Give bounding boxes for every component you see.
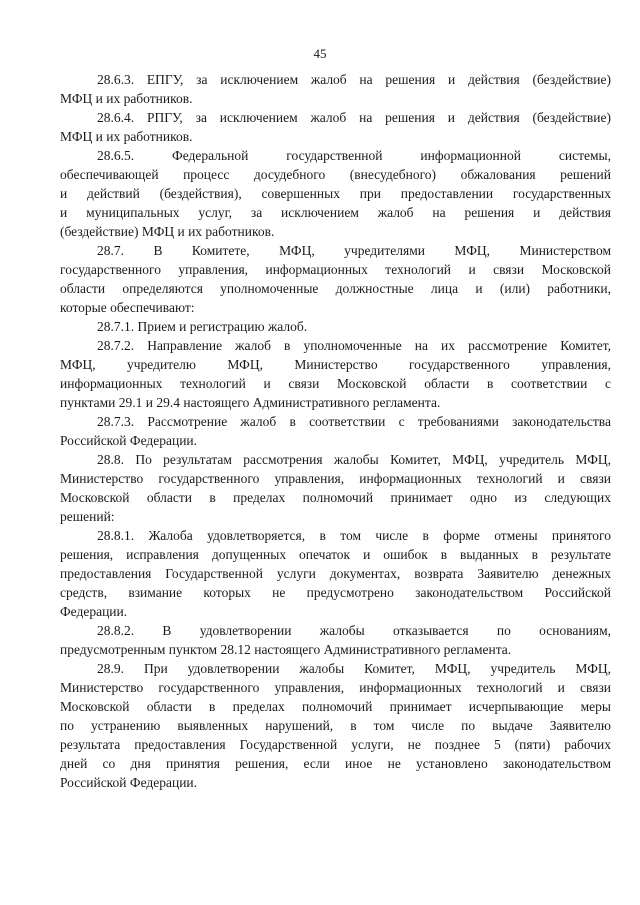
- paragraph-line: предоставления Государственной услуги документах, возврата Заявителю денежных: [60, 566, 611, 581]
- paragraph-line: Российской Федерации.: [60, 433, 198, 448]
- paragraph: [60, 241, 611, 317]
- paragraph: [60, 70, 611, 108]
- paragraph-line: по устранению выявленных нарушений, в том числе по выдаче Заявителю: [60, 718, 611, 733]
- paragraph: [60, 450, 611, 526]
- paragraph-line: результата предоставления Государственной услуги, не позднее 5 (пяти) рабочих: [60, 737, 611, 752]
- paragraph-line: 28.7.3. Рассмотрение жалоб в соответствии с требованиями законодательства: [97, 414, 611, 429]
- paragraph-line: решения, исправления допущенных опечаток и ошибок в выданных в результате: [60, 547, 611, 562]
- paragraph-line: решений:: [60, 509, 115, 524]
- paragraph-line: которые обеспечивают:: [60, 300, 195, 315]
- paragraph-line: Московской области в пределах полномочий принимает одно из следующих: [60, 490, 611, 505]
- paragraph-line: и действий (бездействия), совершенных при предоставлении государственных: [60, 186, 611, 201]
- paragraph-line: МФЦ и их работников.: [60, 91, 193, 106]
- paragraph: [60, 108, 611, 146]
- paragraph-line: Министерство государственного управления, информационных технологий и связи: [60, 471, 611, 486]
- paragraph-line: области определяются уполномоченные должностные лица и (или) работники,: [60, 281, 611, 296]
- paragraph-line: 28.9. При удовлетворении жалобы Комитет, МФЦ, учредитель МФЦ,: [97, 661, 611, 676]
- paragraph: [60, 621, 611, 659]
- paragraph-line: предусмотренным пунктом 28.12 настоящего Административного регламента.: [60, 642, 512, 657]
- paragraph-line: обеспечивающей процесс досудебного (внесудебного) обжалования решений: [60, 167, 611, 182]
- paragraph-line: информационных технологий и связи Московской области в соответствии с: [60, 376, 611, 391]
- paragraph-line: МФЦ и их работников.: [60, 129, 193, 144]
- paragraph-line: 28.6.4. РПГУ, за исключением жалоб на решения и действия (бездействие): [97, 110, 611, 125]
- paragraph-line: 28.6.5. Федеральной государственной информационной системы,: [97, 148, 611, 163]
- paragraph-line: дней со дня принятия решения, если иное не установлено законодательством: [60, 756, 611, 771]
- paragraph-line: Федерации.: [60, 604, 128, 619]
- paragraph-line: 28.8. По результатам рассмотрения жалобы Комитет, МФЦ, учредитель МФЦ,: [97, 452, 611, 467]
- paragraph: [60, 336, 611, 412]
- paragraph-line: Российской Федерации.: [60, 775, 198, 790]
- paragraph: [60, 317, 611, 336]
- page-number: 45: [313, 46, 327, 61]
- paragraph-line: государственного управления, информационных технологий и связи Московской: [60, 262, 611, 277]
- paragraph-line: 28.7.1. Прием и регистрацию жалоб.: [97, 319, 308, 334]
- document-body: [60, 70, 611, 792]
- paragraph: [60, 526, 611, 621]
- paragraph: [60, 146, 611, 241]
- paragraph-line: 28.8.1. Жалоба удовлетворяется, в том числе в форме отмены принятого: [97, 528, 611, 543]
- paragraph: [60, 412, 611, 450]
- paragraph-line: 28.8.2. В удовлетворении жалобы отказывается по основаниям,: [97, 623, 611, 638]
- paragraph-line: Министерство государственного управления, информационных технологий и связи: [60, 680, 611, 695]
- paragraph-line: 28.6.3. ЕПГУ, за исключением жалоб на решения и действия (бездействие): [97, 72, 611, 87]
- paragraph-line: пунктами 29.1 и 29.4 настоящего Административного регламента.: [60, 395, 441, 410]
- paragraph-line: 28.7. В Комитете, МФЦ, учредителями МФЦ, Министерством: [97, 243, 611, 258]
- paragraph-line: МФЦ, учредителю МФЦ, Министерство государственного управления,: [60, 357, 611, 372]
- paragraph-line: Московской области в пределах полномочий принимает исчерпывающие меры: [60, 699, 611, 714]
- paragraph-line: 28.7.2. Направление жалоб в уполномоченные на их рассмотрение Комитет,: [97, 338, 611, 353]
- paragraph-line: (бездействие) МФЦ и их работников.: [60, 224, 275, 239]
- paragraph-line: средств, взимание которых не предусмотрено законодательством Российской: [60, 585, 611, 600]
- paragraph-line: и муниципальных услуг, за исключением жалоб на решения и действия: [60, 205, 611, 220]
- paragraph: [60, 659, 611, 792]
